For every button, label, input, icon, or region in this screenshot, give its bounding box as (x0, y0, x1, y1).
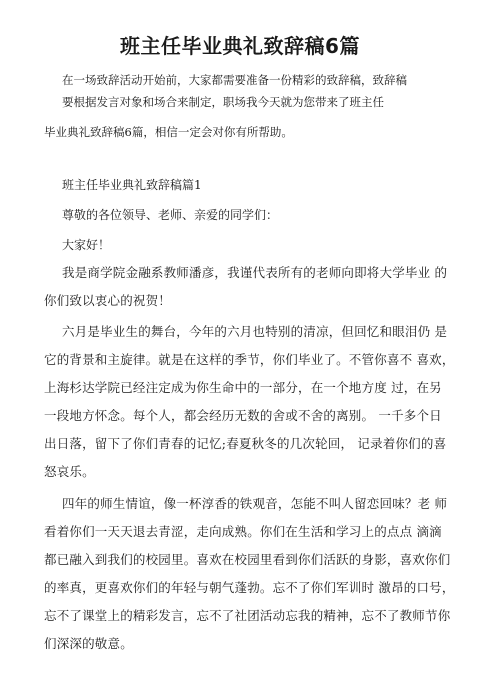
paragraph-line: 上海杉达学院已经注定成为你生命中的一部分，在一个地方度 过，在另 (44, 380, 442, 395)
paragraph-line: 看着你们一天天退去青涩，走向成熟。你们在生活和学习上的点点 滴滴 (44, 524, 442, 539)
paragraph-line: 一段地方怀念。每个人，都会经历无数的舍或不舍的离别。 一千多个日 (44, 408, 442, 423)
paragraph-line: 都已融入到我们的校园里。喜欢在校园里看到你们活跃的身影，喜欢你们 (44, 552, 451, 567)
intro-line: 要根据发言对象和场合来制定，职场我今天就为您带来了班主任 (62, 95, 384, 109)
paragraph-line: 你们致以衷心的祝贺！ (44, 293, 172, 308)
salutation: 尊敬的各位领导、老师、亲爱的同学们： (62, 208, 279, 222)
intro-line: 在一场致辞活动开始前，大家都需要准备一份精彩的致辞稿，致辞稿 (62, 73, 407, 87)
paragraph-line: 忘不了课堂上的精彩发言，忘不了社团活动忘我的精神，忘不了教师节你 (44, 608, 451, 623)
paragraph-line: 它的背景和主旋律。就是在这样的季节，你们毕业了。不管你喜不 喜欢， (44, 352, 455, 367)
paragraph-line: 出日落，留下了你们青春的记忆;春夏秋冬的几次轮回， 记录着你们的喜 (44, 436, 447, 451)
paragraph-line: 我是商学院金融系教师潘彦，我谨代表所有的老师向即将大学毕业 的 (62, 265, 448, 280)
paragraph-line: 们深深的敬意。 (44, 636, 133, 651)
paragraph-line: 六月是毕业生的舞台，今年的六月也特别的清凉，但回忆和眼泪仍 是 (62, 324, 448, 339)
greeting: 大家好！ (62, 238, 111, 252)
section-heading: 班主任毕业典礼致辞稿篇1 (62, 178, 202, 192)
document-title: 班主任毕业典礼致辞稿6篇 (120, 34, 360, 58)
paragraph-line: 的率真，更喜欢你们的年轻与朝气蓬勃。忘不了你们军训时 激昂的口号， (44, 580, 455, 595)
paragraph-line: 怒哀乐。 (44, 464, 95, 479)
paragraph-line: 四年的师生情谊，像一杯淳香的铁观音，怎能不叫人留恋回味？老 师 (62, 496, 448, 511)
intro-line: 毕业典礼致辞稿6篇，相信一定会对你有所帮助。 (44, 125, 293, 139)
